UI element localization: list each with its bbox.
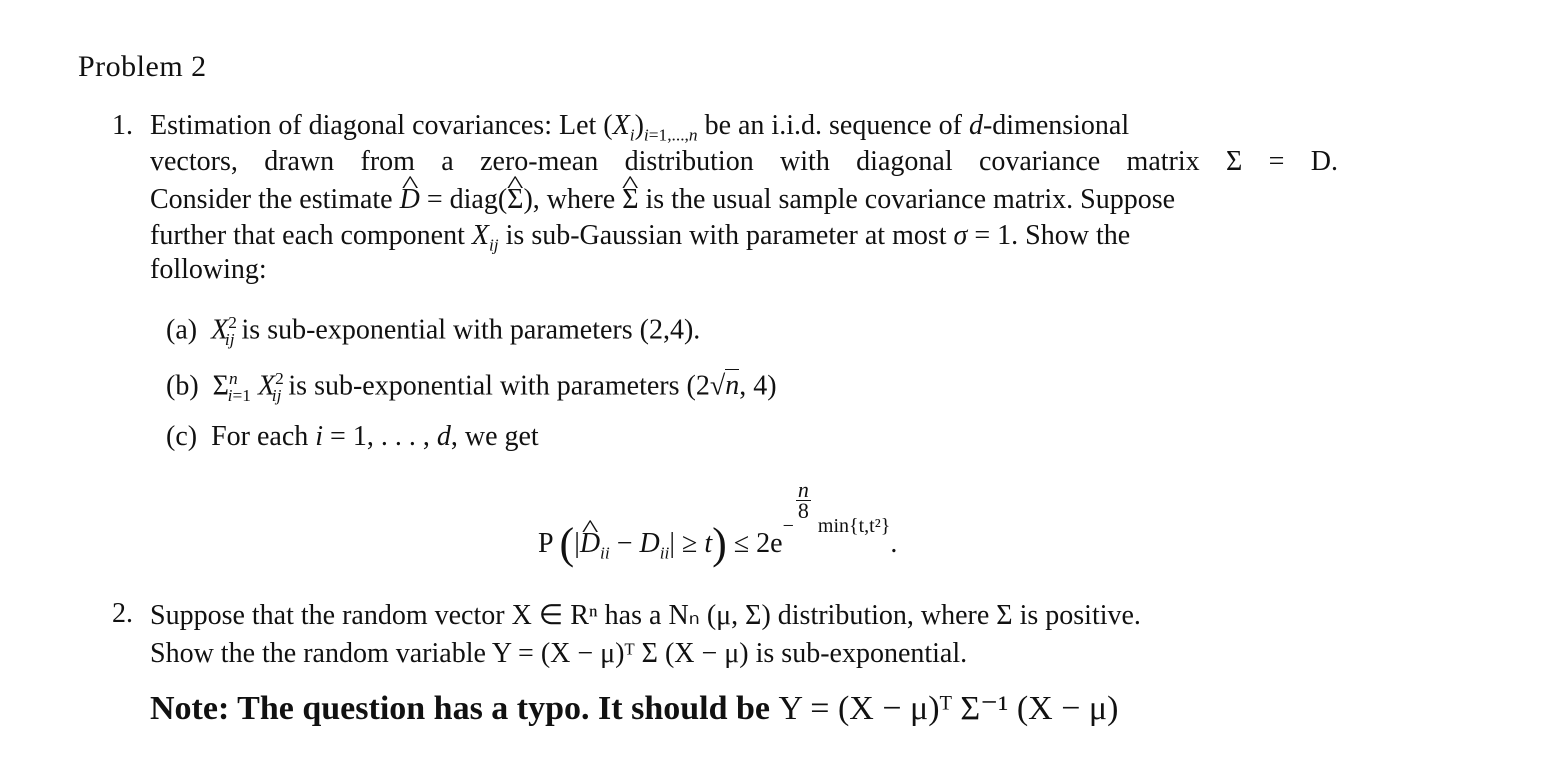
concentration-equation: P (|^ $D_{ii} - D_{ii}| \ge t) \le 2e^{- \frac{n}{8} min\{t,t^2\}}$. xyxy=(538,480,897,569)
item-1-line-1: Estimation of diagonal covariances: Let $(X_i)_{i=1,...,n}$ be an i.i.d. sequence of d-dimensional xyxy=(150,110,1130,145)
part-a: (a) $X^2_{ij}$ is sub-exponential with parameters (2,4). xyxy=(166,313,701,349)
part-c: (c) For each i = 1, . . . , d, we get xyxy=(166,421,539,452)
item-2-label: 2. xyxy=(112,598,133,629)
item-1-line-2: vectors, drawn from a zero-mean distribution with diagonal covariance matrix Σ = D. xyxy=(150,146,1338,177)
item-1-line-3: Consider the estimate ^ D = diag(^ Σ), where ^ Σ is the usual sample covariance matrix. Suppose xyxy=(150,184,1175,216)
item-1-line-4: further that each component $X_{ij}$ is sub-Gaussian with parameter at most σ = 1. Show the xyxy=(150,220,1131,255)
part-b: (b) $\Sigma^n_{i=1}$ $X^2_{ij}$ is sub-exponential with parameters (2√n, 4) xyxy=(166,369,777,405)
item-1-line-5: following: xyxy=(150,254,267,285)
item-2-line-2: Show the the random variable Y = (X − μ)ᵀ Σ (X − μ) is sub-exponential. xyxy=(150,638,968,669)
page-title: Problem 2 xyxy=(78,50,207,83)
typo-note: Note: The question has a typo. It should be Y = (X − μ)ᵀ Σ⁻¹ (X − μ) xyxy=(150,690,1119,727)
item-2-line-1: Suppose that the random vector X ∈ Rⁿ has a Nₙ (μ, Σ) distribution, where Σ is positive. xyxy=(150,600,1141,631)
item-1-label: 1. xyxy=(112,110,133,141)
